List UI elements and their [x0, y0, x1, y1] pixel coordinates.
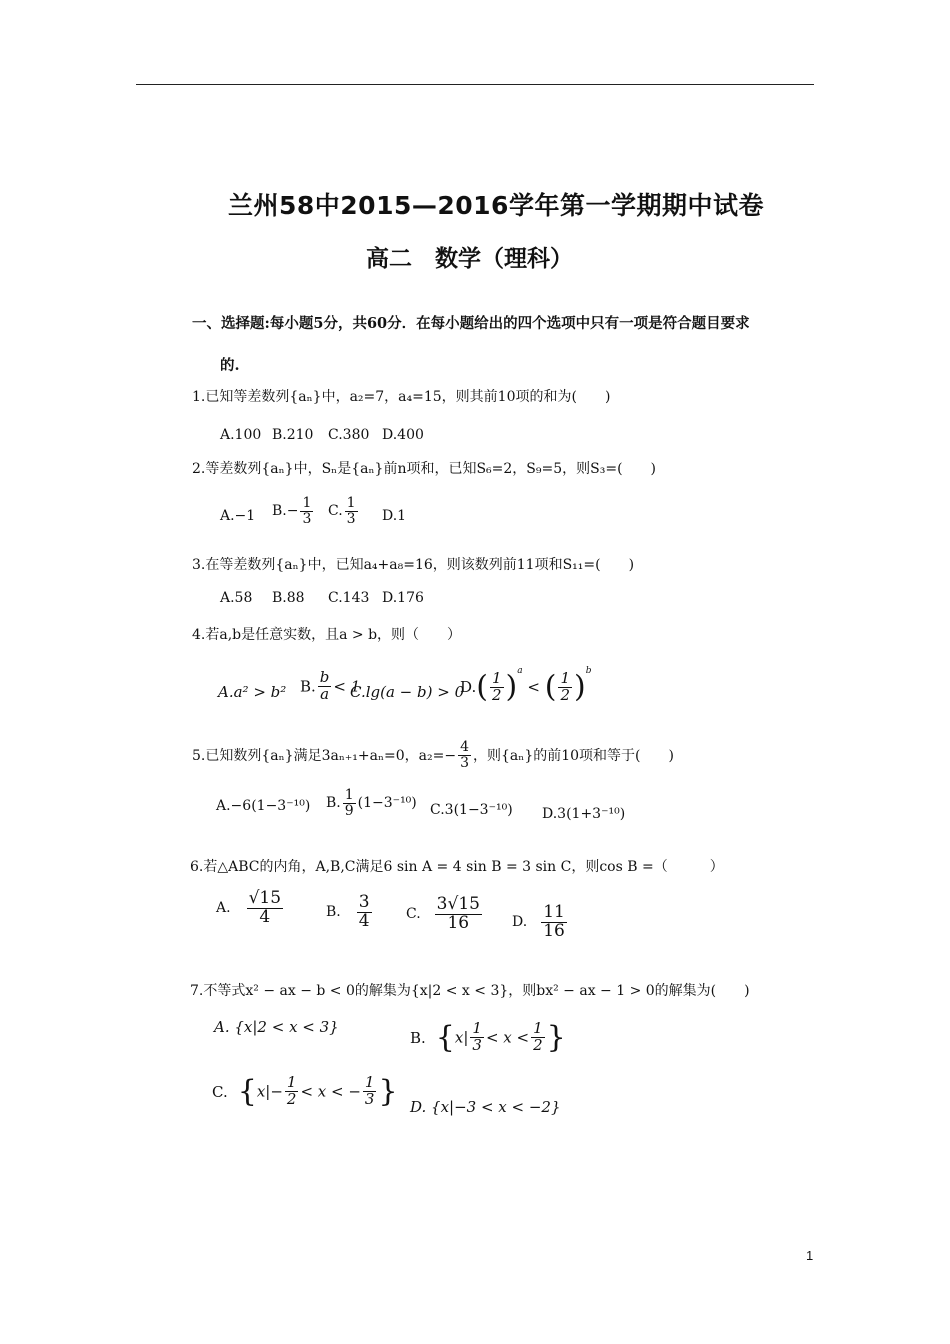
question-1-stem: 1.已知等差数列{aₙ}中，a₂=7，a₄=15，则其前10项的和为( ) [192, 389, 611, 405]
exam-title: 兰州58中2015—2016学年第一学期期中试卷 [228, 191, 764, 220]
question-6-option-d: D. $\frac{11}{16}$ [512, 902, 565, 941]
question-3-option-c: C.143 [328, 590, 370, 606]
question-3-option-b: B.88 [272, 590, 305, 606]
section-heading: 一、选择题:每小题5分，共60分．在每小题给出的四个选项中只有一项是符合题目要求 [192, 315, 750, 332]
question-6-option-a: A. $\frac{√15}{4}$ [216, 888, 282, 927]
question-4-option-c: C.lg(a − b) > 0 [350, 683, 465, 701]
question-4-stem: 4.若a,b是任意实数，且a > b，则（ ） [192, 627, 462, 643]
question-5-option-c: C.3(1−3⁻¹⁰) [430, 802, 513, 818]
question-1-option-a: A.100 [220, 427, 262, 443]
question-2-option-b: B.− $\frac{1}{3}$ [272, 495, 312, 527]
question-7-option-c: C. {x|− $\frac{1}{2}$ < x < − $\frac{1}{3}$ } [212, 1073, 398, 1109]
section-heading-cont: 的. [220, 357, 240, 374]
question-7-option-b: B. {x| $\frac{1}{3}$ < x < $\frac{1}{2}$ } [410, 1019, 566, 1055]
question-7-option-a: A. {x|2 < x < 3} [214, 1018, 339, 1036]
question-3-stem: 3.在等差数列{aₙ}中，已知a₄+a₈=16，则该数列前11项和S₁₁=( ) [192, 557, 635, 573]
question-7-stem: 7.不等式x² − ax − b < 0的解集为{x|2 < x < 3}，则bx² − ax − 1 > 0的解集为( ) [190, 983, 750, 999]
page-number: 1 [806, 1248, 814, 1263]
question-4-option-b: B. $\frac{b}{a}$ < 1 [300, 668, 361, 703]
question-6-stem: 6.若△ABC的内角，A,B,C满足6 sin A = 4 sin B = 3 sin C，则cos B =（ ） [190, 859, 724, 875]
question-3-option-a: A.58 [220, 590, 253, 606]
header-rule [136, 84, 814, 85]
question-4-option-a: A.a² > b² [218, 683, 287, 701]
question-5-option-b: B. $\frac{1}{9}$ (1−3⁻¹⁰) [326, 787, 417, 819]
question-2-option-d: D.1 [382, 508, 407, 524]
exam-subtitle: 高二 数学（理科） [366, 246, 573, 272]
question-6-option-b: B. $\frac{3}{4}$ [326, 892, 370, 931]
question-1-option-d: D.400 [382, 427, 424, 443]
question-2-option-c: C. $\frac{1}{3}$ [328, 495, 356, 527]
question-5-option-a: A.−6(1−3⁻¹⁰) [216, 798, 311, 814]
question-1-option-b: B.210 [272, 427, 314, 443]
question-3-option-d: D.176 [382, 590, 424, 606]
question-2-stem: 2.等差数列{aₙ}中，Sₙ是{aₙ}前n项和，已知S₆=2，S₉=5，则S₃=( ) [192, 461, 656, 477]
question-6-option-c: C. $\frac{3√15}{16}$ [406, 894, 480, 933]
question-7-option-d: D. {x|−3 < x < −2} [410, 1098, 561, 1116]
question-5-option-d: D.3(1+3⁻¹⁰) [542, 806, 626, 822]
question-4-option-d: D.( $\frac{1}{2}$ )$^a$ < ( $\frac{1}{2}$ )$^b$ [460, 666, 592, 705]
question-5-stem: 5.已知数列{aₙ}满足3aₙ₊₁+aₙ=0，a₂=− $\frac{4}{3}$ ，则{aₙ}的前10项和等于( ) [192, 739, 674, 771]
question-2-option-a: A.−1 [220, 508, 256, 524]
question-1-option-c: C.380 [328, 427, 370, 443]
